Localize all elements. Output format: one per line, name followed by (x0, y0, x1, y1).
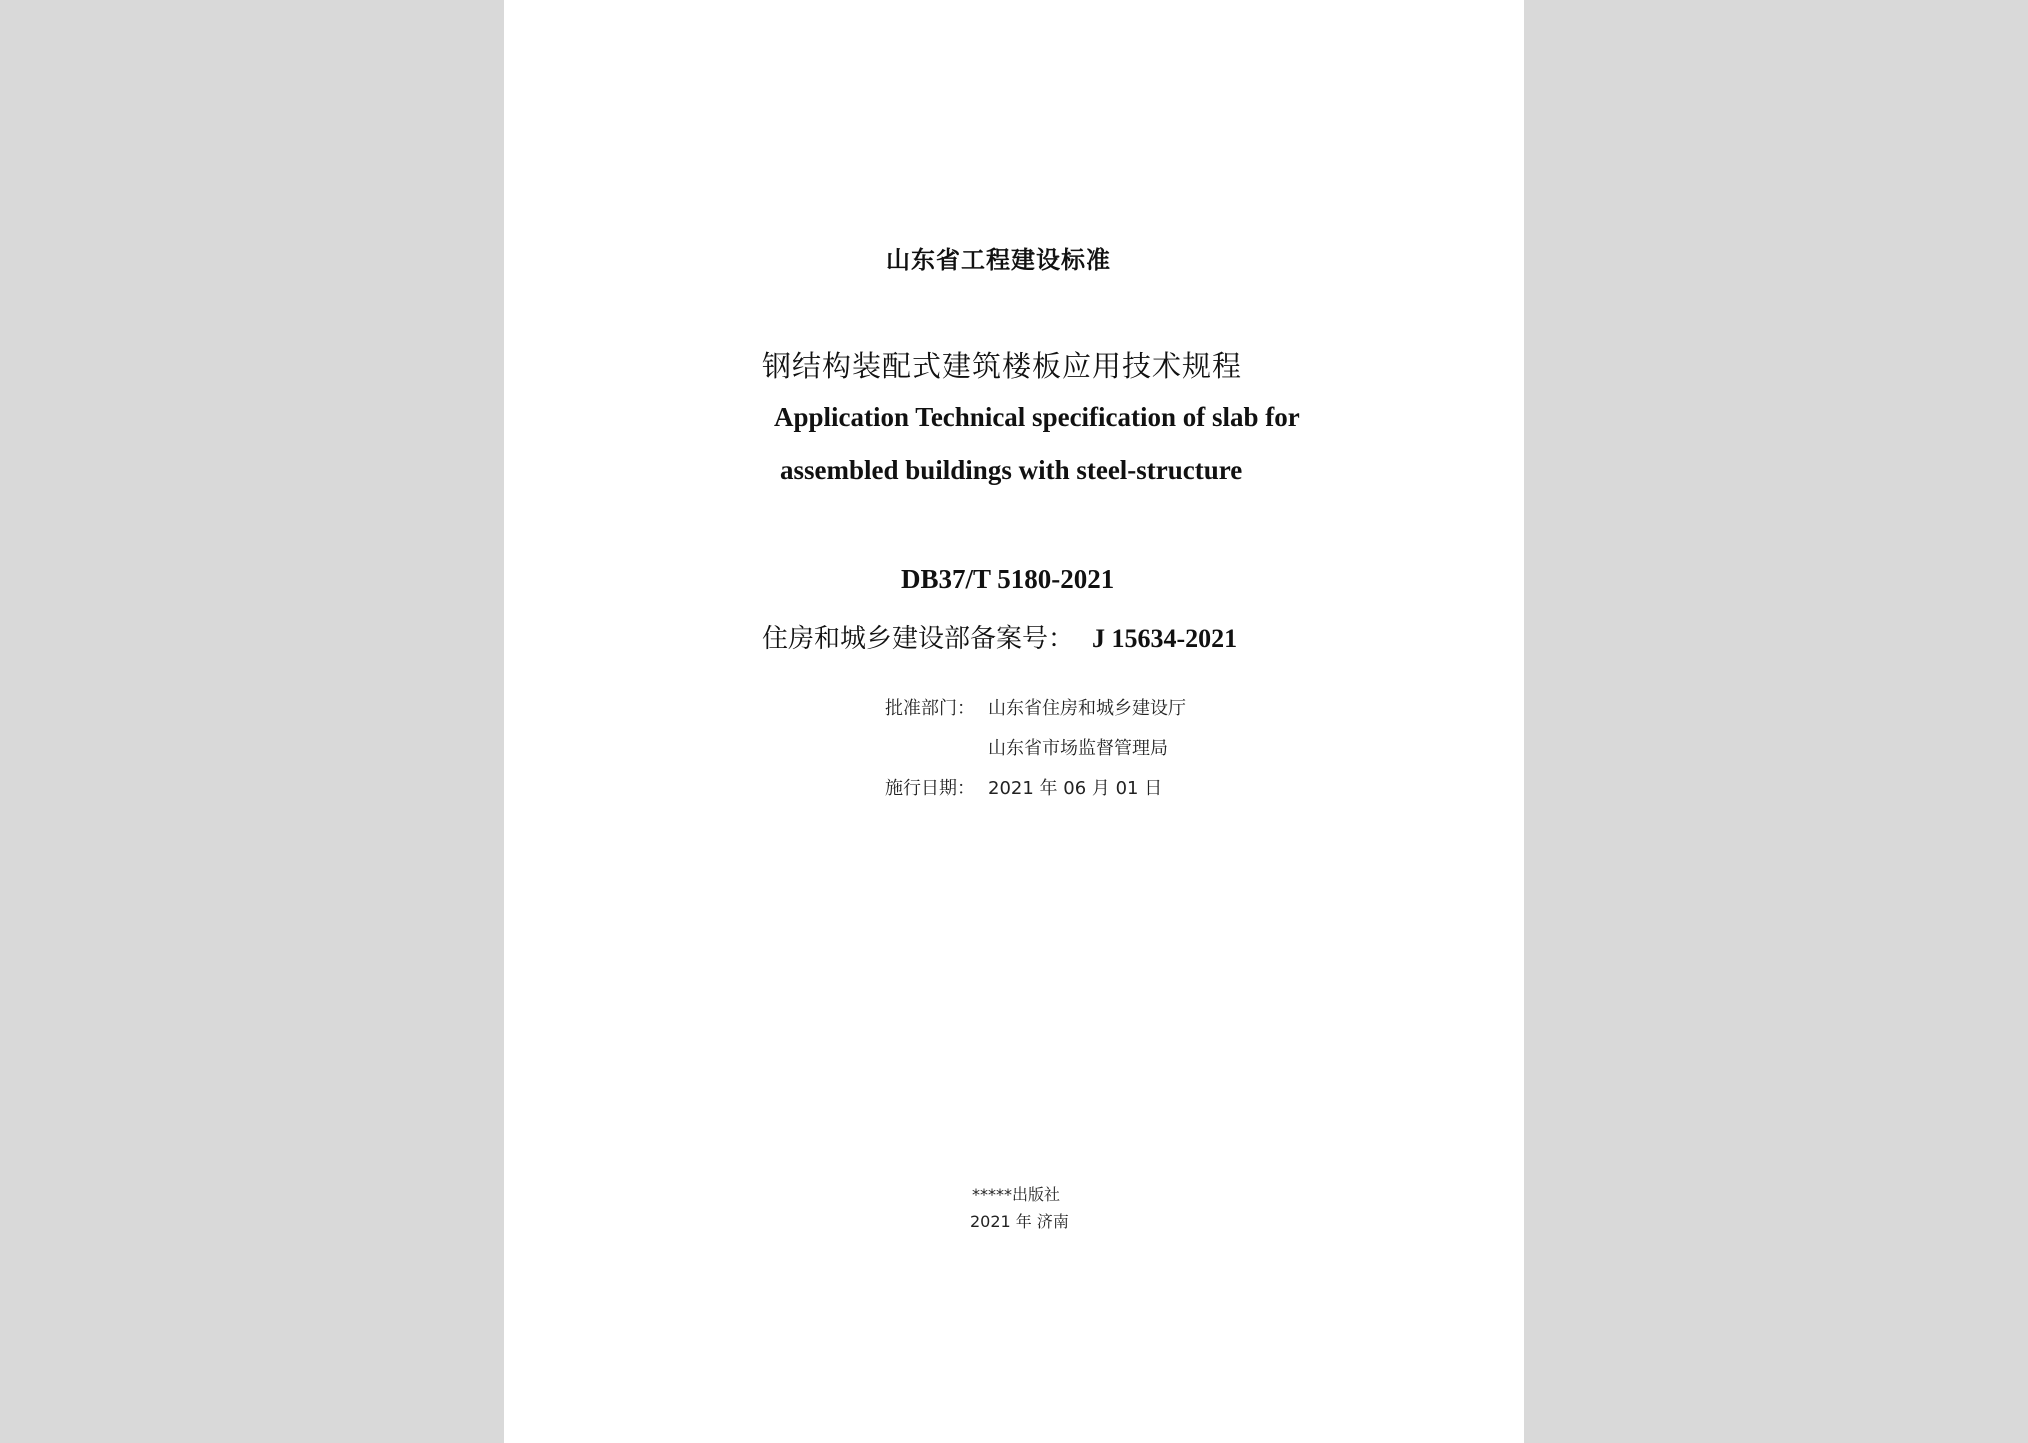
standard-category: 山东省工程建设标准 (886, 246, 1111, 274)
standard-number: DB37/T 5180-2021 (901, 564, 1115, 594)
title-chinese: 钢结构装配式建筑楼板应用技术规程 (762, 349, 1243, 383)
record-label: 住房和城乡建设部备案号： (762, 624, 1075, 654)
effective-date: 2021 年 06 月 01 日 (988, 778, 1163, 799)
effective-date-label: 施行日期： (885, 778, 975, 799)
approval-label: 批准部门： (885, 698, 975, 719)
publish-year-city: 2021 年 济南 (970, 1212, 1069, 1231)
document-page (504, 0, 1524, 1443)
record-line (762, 618, 1237, 655)
record-number: J 15634-2021 (1092, 624, 1238, 653)
approval-department-1: 山东省住房和城乡建设厅 (988, 698, 1186, 719)
title-english-line-1: Application Technical specification of slab for (774, 402, 1300, 432)
publisher: *****出版社 (972, 1185, 1061, 1204)
title-english-line-2: assembled buildings with steel-structure (780, 455, 1243, 485)
approval-department-2: 山东省市场监督管理局 (988, 738, 1168, 759)
